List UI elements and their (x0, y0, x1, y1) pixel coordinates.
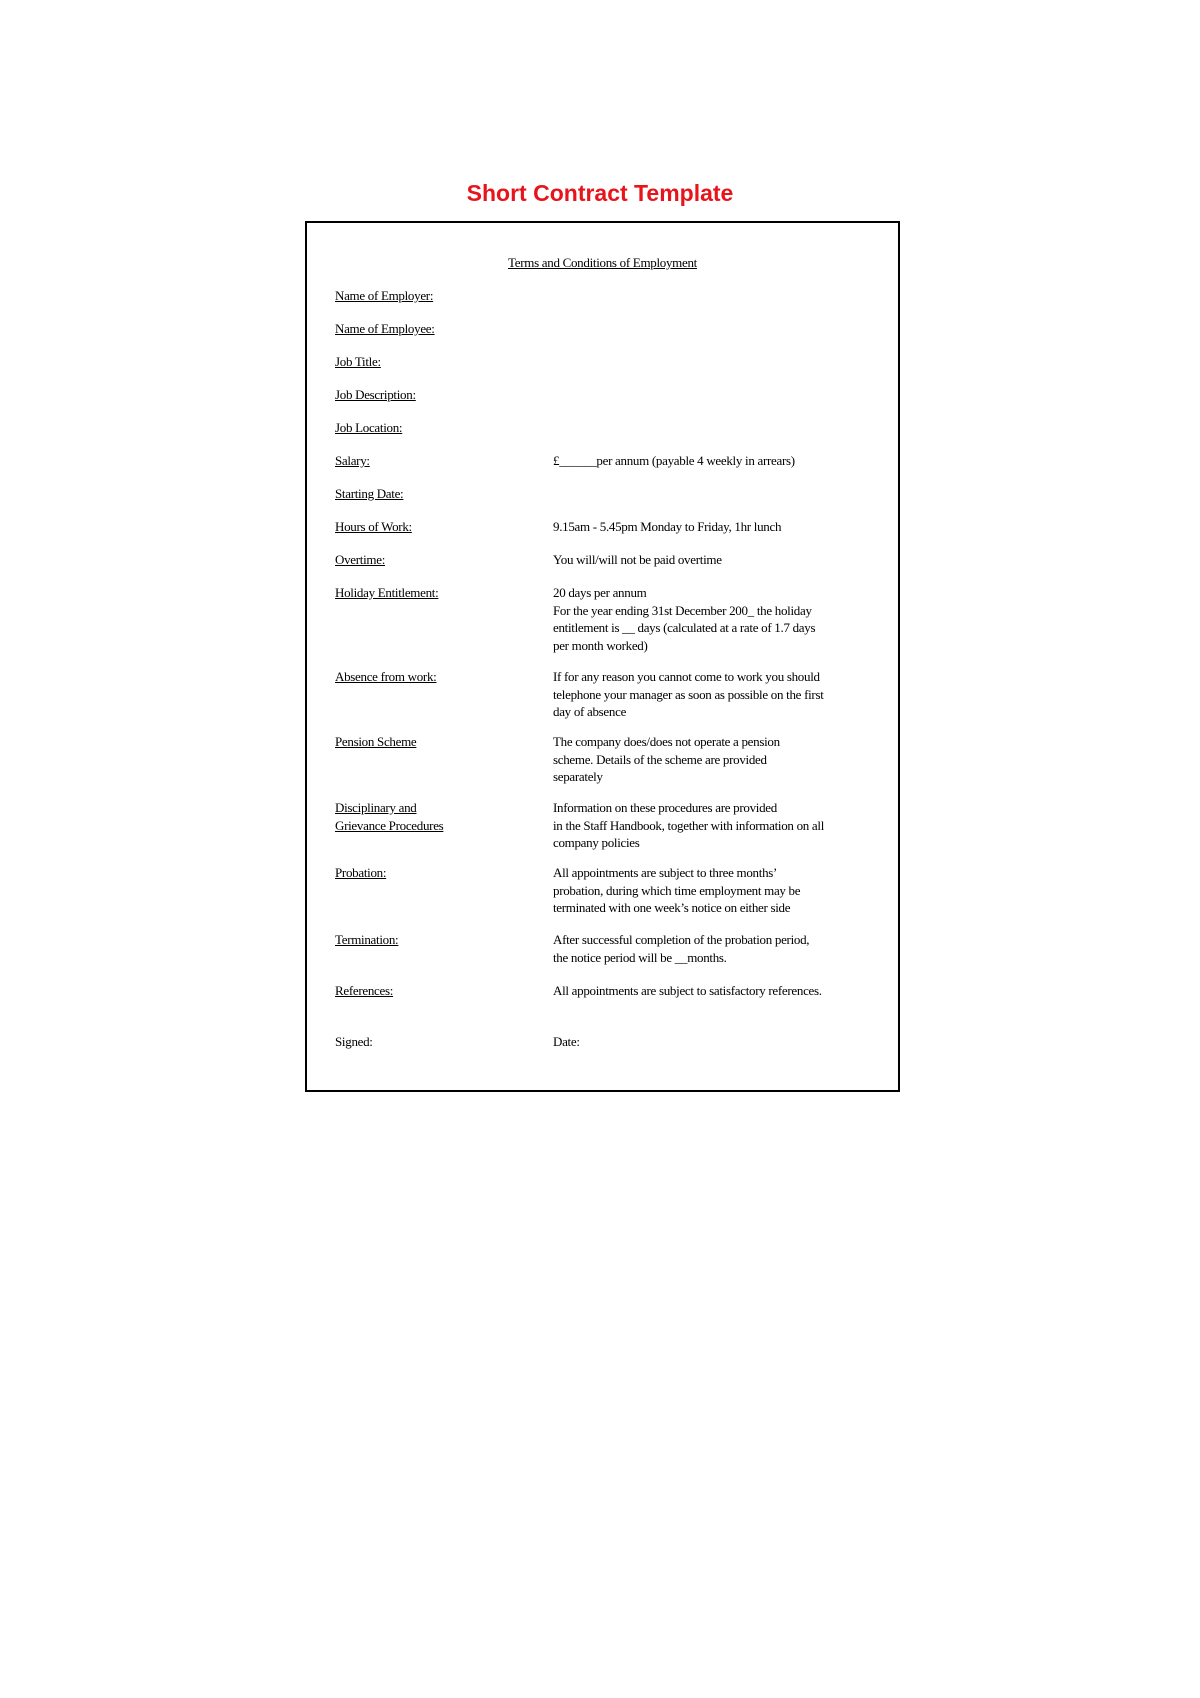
label-name-of-employee: Name of Employee: (335, 321, 435, 336)
value-line: 9.15am - 5.45pm Monday to Friday, 1hr lunch (553, 519, 782, 534)
value-absence-from-work (553, 668, 873, 721)
label-disciplinary-grievance (335, 799, 545, 834)
label-probation: Probation: (335, 865, 387, 880)
label-absence-from-work: Absence from work: (335, 669, 437, 684)
label-hours-of-work: Hours of Work: (335, 519, 412, 534)
value-line: per month worked) (553, 637, 648, 653)
value-line: day of absence (553, 704, 627, 719)
label-pension-scheme: Pension Scheme (335, 734, 417, 749)
value-line: company policies (553, 835, 640, 850)
value-line: If for any reason you cannot come to work you should (553, 669, 820, 684)
value-line: scheme. Details of the scheme are provided (553, 751, 767, 767)
value-line: 20 days per annum (553, 585, 647, 600)
label-starting-date: Starting Date: (335, 486, 404, 501)
label-job-title: Job Title: (335, 354, 381, 369)
value-holiday-entitlement (553, 584, 873, 654)
label-references: References: (335, 983, 394, 998)
value-line: Information on these procedures are provided (553, 800, 777, 815)
label-line: Disciplinary and (335, 800, 417, 815)
value-line: After successful completion of the probation period, (553, 932, 810, 947)
page-title: Short Contract Template (466, 180, 734, 206)
value-line: in the Staff Handbook, together with information on all (553, 817, 825, 833)
value-line: The company does/does not operate a pension (553, 734, 780, 749)
value-line: telephone your manager as soon as possible on the first (553, 686, 824, 702)
label-termination: Termination: (335, 932, 399, 947)
value-line: separately (553, 769, 603, 784)
label-name-of-employer: Name of Employer: (335, 288, 434, 303)
value-overtime (553, 551, 873, 569)
date-label (553, 1033, 873, 1051)
value-line: the notice period will be __months. (553, 949, 727, 965)
value-line: £______per annum (payable 4 weekly in arrears) (553, 453, 795, 468)
value-line: All appointments are subject to three months’ (553, 865, 778, 880)
value-salary (553, 452, 873, 470)
label-line: Grievance Procedures (335, 817, 444, 833)
value-hours-of-work (553, 518, 873, 536)
value-termination (553, 931, 873, 966)
value-probation (553, 864, 873, 917)
value-line: All appointments are subject to satisfactory references. (553, 983, 822, 998)
label-job-location: Job Location: (335, 420, 403, 435)
label-job-description: Job Description: (335, 387, 416, 402)
value-line: For the year ending 31st December 200_ the holiday (553, 602, 812, 618)
contract-frame (305, 221, 900, 1092)
value-pension-scheme (553, 733, 873, 786)
value-line: entitlement is __ days (calculated at a rate of 1.7 days (553, 620, 816, 635)
label-salary: Salary: (335, 453, 370, 468)
label-holiday-entitlement: Holiday Entitlement: (335, 585, 439, 600)
signed-label: Signed: (335, 1034, 373, 1049)
value-line: You will/will not be paid overtime (553, 552, 722, 567)
value-references (553, 982, 873, 1000)
value-line: terminated with one week’s notice on either side (553, 900, 791, 915)
value-line: probation, during which time employment may be (553, 882, 801, 898)
date-label-text: Date: (553, 1034, 580, 1049)
value-disciplinary-grievance (553, 799, 873, 852)
contract-heading: Terms and Conditions of Employment (508, 255, 697, 270)
label-overtime: Overtime: (335, 552, 386, 567)
